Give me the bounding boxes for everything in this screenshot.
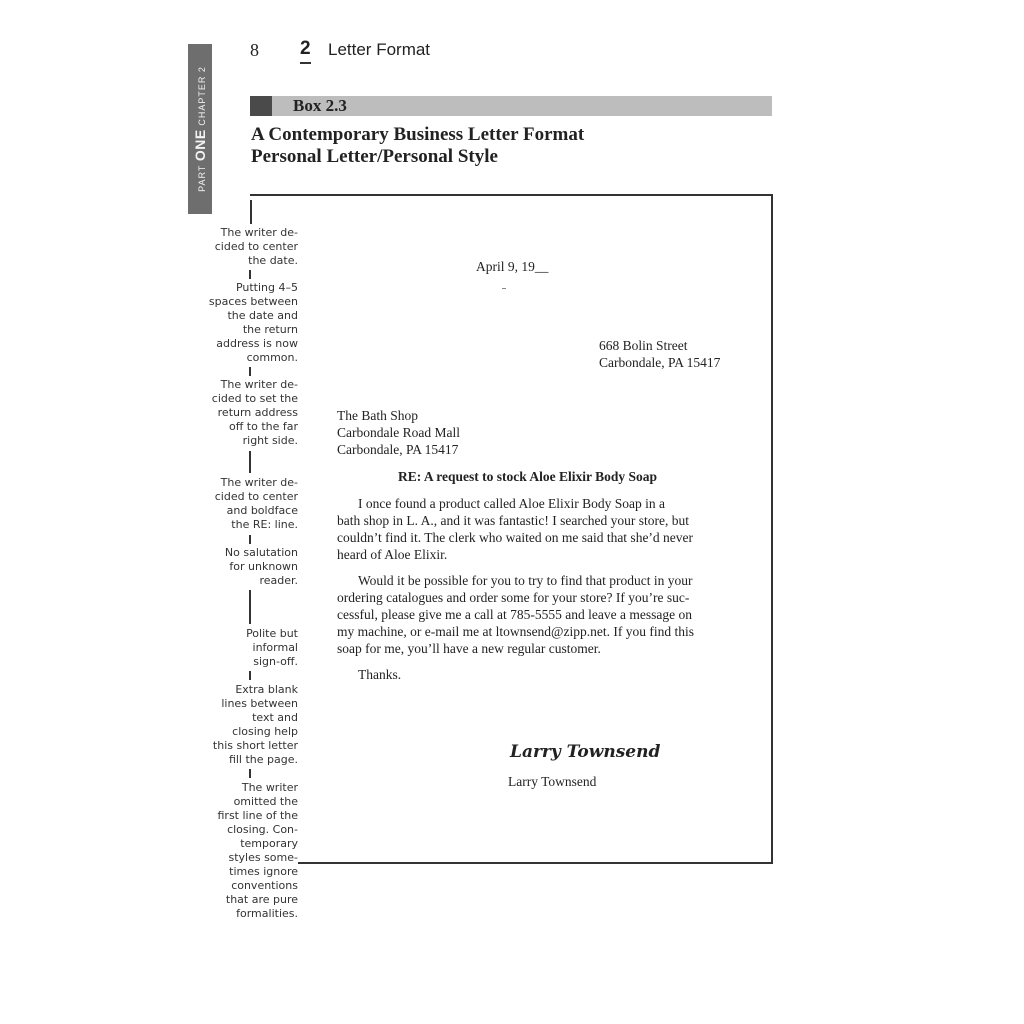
annotation-line: conventions	[231, 879, 298, 892]
annotation-line: spaces between	[208, 295, 298, 308]
annotation-line: and boldface	[226, 504, 298, 517]
return-address-line: 668 Bolin Street	[599, 338, 688, 353]
body-paragraph-2	[337, 572, 737, 657]
annotation-line: styles some-	[228, 851, 298, 864]
annotation-blank-lines	[188, 683, 298, 767]
annotation-sign-off	[188, 627, 298, 669]
inside-address-line: Carbondale Road Mall	[337, 425, 460, 440]
annotation-closing	[188, 781, 298, 921]
annotation-line: times ignore	[229, 865, 298, 878]
annotation-divider	[249, 535, 251, 544]
chapter-number-underline	[300, 62, 311, 64]
typed-name: Larry Townsend	[508, 774, 597, 789]
annotation-line: Polite but	[246, 627, 298, 640]
annotation-line: Putting 4–5	[235, 281, 298, 294]
annotation-line: the date and	[227, 309, 298, 322]
chapter-number: 2	[300, 38, 311, 59]
paragraph-line: my machine, or e-mail me at ltownsend@zipp.net. If you find this	[337, 624, 694, 639]
page-number: 8	[250, 40, 259, 60]
annotation-line: text and	[252, 711, 298, 724]
annotation-center-date	[188, 226, 298, 268]
annotation-divider	[249, 451, 251, 473]
annotation-line: return address	[217, 406, 298, 419]
annotation-line: fill the page.	[228, 753, 298, 766]
annotation-line: lines between	[221, 697, 298, 710]
annotation-line: first line of the	[217, 809, 298, 822]
annotation-spacing	[188, 281, 298, 365]
annotation-line: that are pure	[225, 893, 298, 906]
side-tab	[188, 44, 212, 214]
return-address-line: Carbondale, PA 15417	[599, 355, 721, 370]
body-paragraph-1	[337, 495, 737, 563]
annotation-line: The writer de-	[220, 226, 298, 239]
side-tab-part: PART	[197, 164, 207, 192]
return-address	[599, 337, 720, 371]
paragraph-line: ordering catalogues and order some for your store? If you’re suc-	[337, 590, 690, 605]
paragraph-line: soap for me, you’ll have a new regular customer.	[337, 641, 601, 656]
annotation-line: Extra blank	[235, 683, 298, 696]
chapter-title: Letter Format	[328, 40, 431, 59]
annotation-line: No salutation	[224, 546, 298, 559]
box-subtitle: Personal Letter/Personal Style	[251, 146, 498, 167]
annotation-salutation	[188, 546, 298, 588]
paragraph-line: cessful, please give me a call at 785-5555 and leave a message on	[337, 607, 692, 622]
letter-frame-bottom	[298, 862, 773, 864]
paragraph-line: heard of Aloe Elixir.	[337, 547, 448, 562]
annotation-return-address	[188, 378, 298, 448]
annotation-line: the RE: line.	[231, 518, 298, 531]
paragraph-line: Would it be possible for you to try to find that product in your	[358, 573, 693, 588]
annotation-line: The writer	[241, 781, 298, 794]
inside-address	[337, 407, 460, 458]
paragraph-line: bath shop in L. A., and it was fantastic! I searched your store, but	[337, 513, 690, 528]
annotation-line: sign-off.	[253, 655, 298, 668]
box-label: Box 2.3	[293, 96, 347, 115]
handwritten-signature: Larry Townsend	[510, 742, 661, 762]
annotation-divider	[249, 270, 251, 279]
annotation-line: The writer de-	[220, 476, 298, 489]
annotation-line: this short letter	[212, 739, 298, 752]
annotation-line: off to the far	[228, 420, 298, 433]
annotation-line: the return	[242, 323, 298, 336]
box-title: A Contemporary Business Letter Format	[251, 124, 585, 145]
annotation-connector	[250, 200, 252, 224]
annotation-line: The writer de-	[220, 378, 298, 391]
annotation-line: cided to set the	[211, 392, 298, 405]
annotation-line: the date.	[248, 254, 298, 267]
annotation-line: common.	[246, 351, 298, 364]
annotation-line: reader.	[259, 574, 298, 587]
annotation-line: cided to center	[214, 240, 298, 253]
spacing-mark	[502, 288, 506, 289]
side-tab-one: ONE	[192, 129, 208, 162]
annotation-line: temporary	[240, 837, 298, 850]
annotation-divider	[249, 671, 251, 680]
annotation-divider	[249, 367, 251, 376]
box-label-marker	[250, 96, 272, 116]
annotation-divider	[249, 769, 251, 778]
letter-date: April 9, 19__	[476, 259, 549, 274]
annotation-line: informal	[252, 641, 298, 654]
closing: Thanks.	[358, 667, 402, 682]
annotation-divider	[249, 590, 251, 624]
annotation-line: closing help	[232, 725, 298, 738]
annotation-line: address is now	[216, 337, 298, 350]
paragraph-line: couldn’t find it. The clerk who waited on me said that she’d never	[337, 530, 694, 545]
inside-address-line: The Bath Shop	[337, 408, 418, 423]
annotation-line: closing. Con-	[227, 823, 298, 836]
annotation-line: cided to center	[214, 490, 298, 503]
annotation-line: formalities.	[236, 907, 298, 920]
annotation-line: for unknown	[229, 560, 298, 573]
paragraph-line: I once found a product called Aloe Elixir Body Soap in a	[358, 496, 666, 511]
side-tab-chapter: CHAPTER 2	[197, 66, 207, 126]
side-tab-label	[192, 66, 208, 192]
annotation-line: omitted the	[233, 795, 298, 808]
annotation-line: right side.	[242, 434, 298, 447]
annotation-re-line	[188, 476, 298, 532]
inside-address-line: Carbondale, PA 15417	[337, 442, 459, 457]
re-line: RE: A request to stock Aloe Elixir Body Soap	[398, 469, 658, 484]
